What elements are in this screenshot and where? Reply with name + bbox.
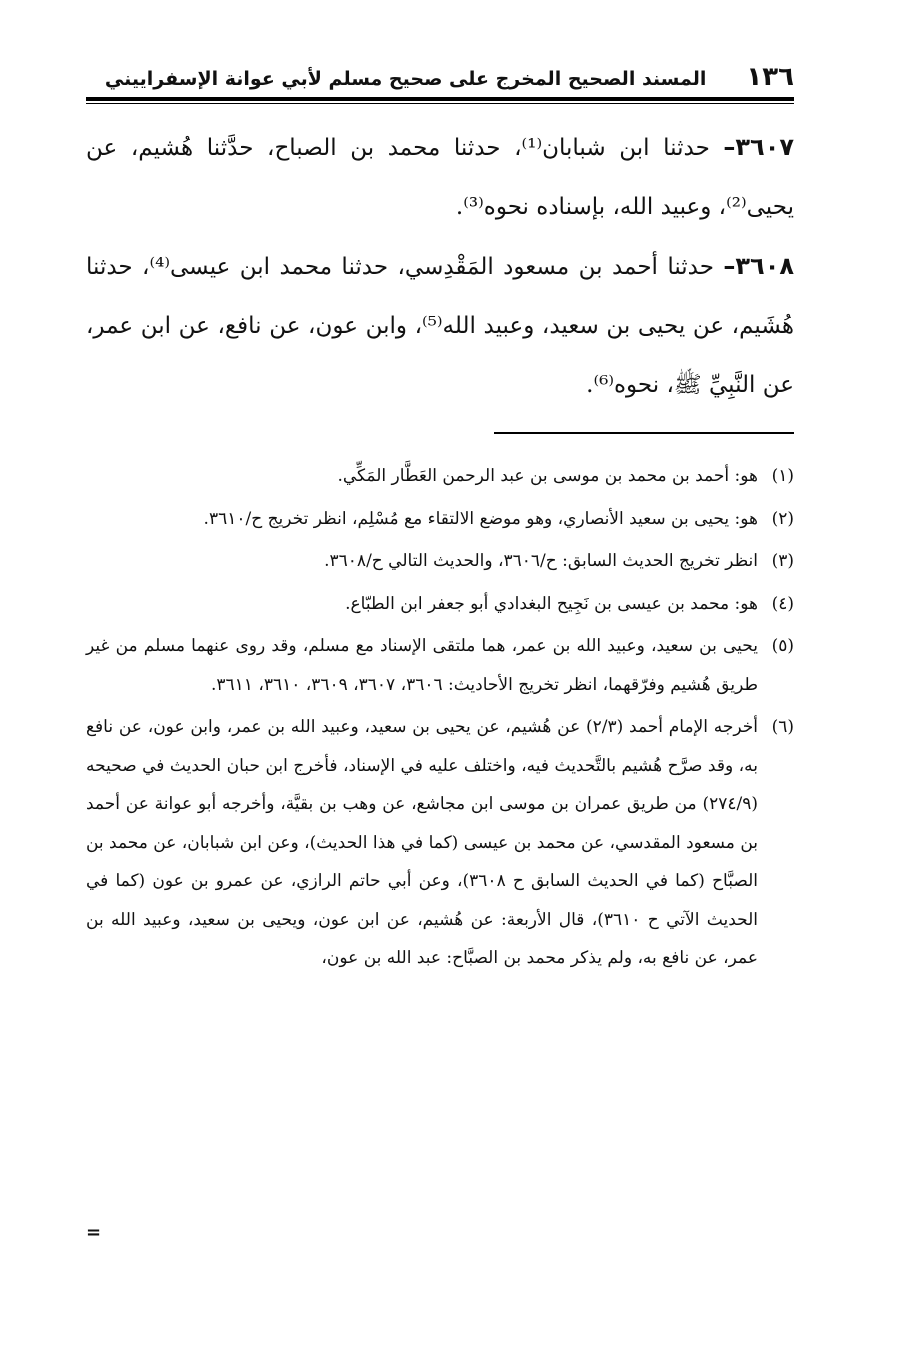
page-number: ١٣٦ bbox=[746, 62, 794, 92]
footnote-1 bbox=[86, 457, 794, 496]
header-rule-thick bbox=[86, 97, 794, 101]
footnote-5 bbox=[86, 627, 794, 704]
hadith-text: حدثنا أحمد بن مسعود المَقْدِسي، حدثنا محمد ابن عيسى⁽⁴⁾، حدثنا هُشَيم، عن يحيى بن سعيد، وعبيد الله⁽⁵⁾، وابن عون، عن نافع، عن ابن عمر، عن النَّبِيِّ ﷺ، نحوه⁽⁶⁾. bbox=[86, 254, 794, 398]
footnote-text: هو: يحيى بن سعيد الأنصاري، وهو موضع الالتقاء مع مُسْلِم، انظر تخريج ح/٣٦١٠. bbox=[203, 508, 758, 529]
footnote-separator bbox=[494, 432, 794, 434]
footnote-text: هو: أحمد بن محمد بن موسى بن عبد الرحمن العَطَّار المَكِّي. bbox=[337, 466, 758, 486]
footnote-2 bbox=[86, 500, 794, 539]
footnote-marker: (٦) bbox=[771, 717, 794, 737]
hadith-3607 bbox=[86, 118, 794, 237]
footnote-marker: (٥) bbox=[771, 636, 794, 656]
continuation-mark: = bbox=[86, 1222, 102, 1243]
footnote-text: أخرجه الإمام أحمد (٢/٣) عن هُشيم، عن يحيى بن سعيد، وعبيد الله بن عمر، وابن عون، عن نافع به، وقد صرَّح هُشيم بالتَّحديث فيه، واختلف عليه في الإسناد، فأخرج ابن حبان الحديث في صحيحه (٢٧٤/٩) من طريق عمران بن موسى ابن مجاشع، عن وهب بن بقيَّة، وأخرجه أبو عوانة عن أحمد بن مسعود المقدسي، عن محمد بن عيسى (كما في هذا الحديث)، وعن ابن شبابان، عن محمد بن الصبَّاح (كما في الحديث السابق ح ٣٦٠٨)، وعن أبي حاتم الرازي، عن عمرو بن عون (كما في الحديث الآتي ح ٣٦١٠)، قال الأربعة: عن هُشيم، عن ابن عون، ويحيى بن سعيد، وعبيد الله بن عمر، عن نافع به، ولم يذكر محمد بن الصبَّاح: عبد الله بن عون، bbox=[85, 717, 759, 968]
running-title: المسند الصحيح المخرج على صحيح مسلم لأبي عوانة الإسفراييني bbox=[104, 68, 707, 90]
header-rule-thin bbox=[86, 103, 794, 104]
footnotes bbox=[86, 457, 794, 982]
hadith-3608 bbox=[86, 237, 794, 415]
footnote-4 bbox=[86, 585, 794, 624]
footnote-3 bbox=[86, 542, 794, 581]
footnote-marker: (٤) bbox=[771, 593, 794, 614]
footnote-marker: (٢) bbox=[771, 508, 794, 529]
main-text bbox=[86, 118, 794, 415]
hadith-text: حدثنا ابن شبابان⁽¹⁾، حدثنا محمد بن الصباح، حدَّثنا هُشيم، عن يحيى⁽²⁾، وعبيد الله، بإسناده نحوه⁽³⁾. bbox=[86, 135, 794, 220]
hadith-number: ٣٦٠٧– bbox=[723, 133, 794, 161]
running-header bbox=[86, 62, 794, 92]
footnote-marker: (٣) bbox=[771, 551, 794, 571]
footnote-text: يحيى بن سعيد، وعبيد الله بن عمر، هما ملتقى الإسناد مع مسلم، وقد روى عنهما مسلم من غير طريق هُشيم وفرّقهما، انظر تخريج الأحاديث: ٣٦٠٦، ٣٦٠٧، ٣٦٠٩، ٣٦١٠، ٣٦١١. bbox=[86, 636, 758, 695]
footnote-6 bbox=[86, 708, 794, 978]
footnote-text: انظر تخريج الحديث السابق: ح/٣٦٠٦، والحديث التالي ح/٣٦٠٨. bbox=[324, 551, 758, 571]
footnote-marker: (١) bbox=[771, 466, 794, 486]
hadith-number: ٣٦٠٨– bbox=[723, 252, 794, 280]
footnote-text: هو: محمد بن عيسى بن نَجِيح البغدادي أبو جعفر ابن الطبّاع. bbox=[345, 593, 758, 614]
